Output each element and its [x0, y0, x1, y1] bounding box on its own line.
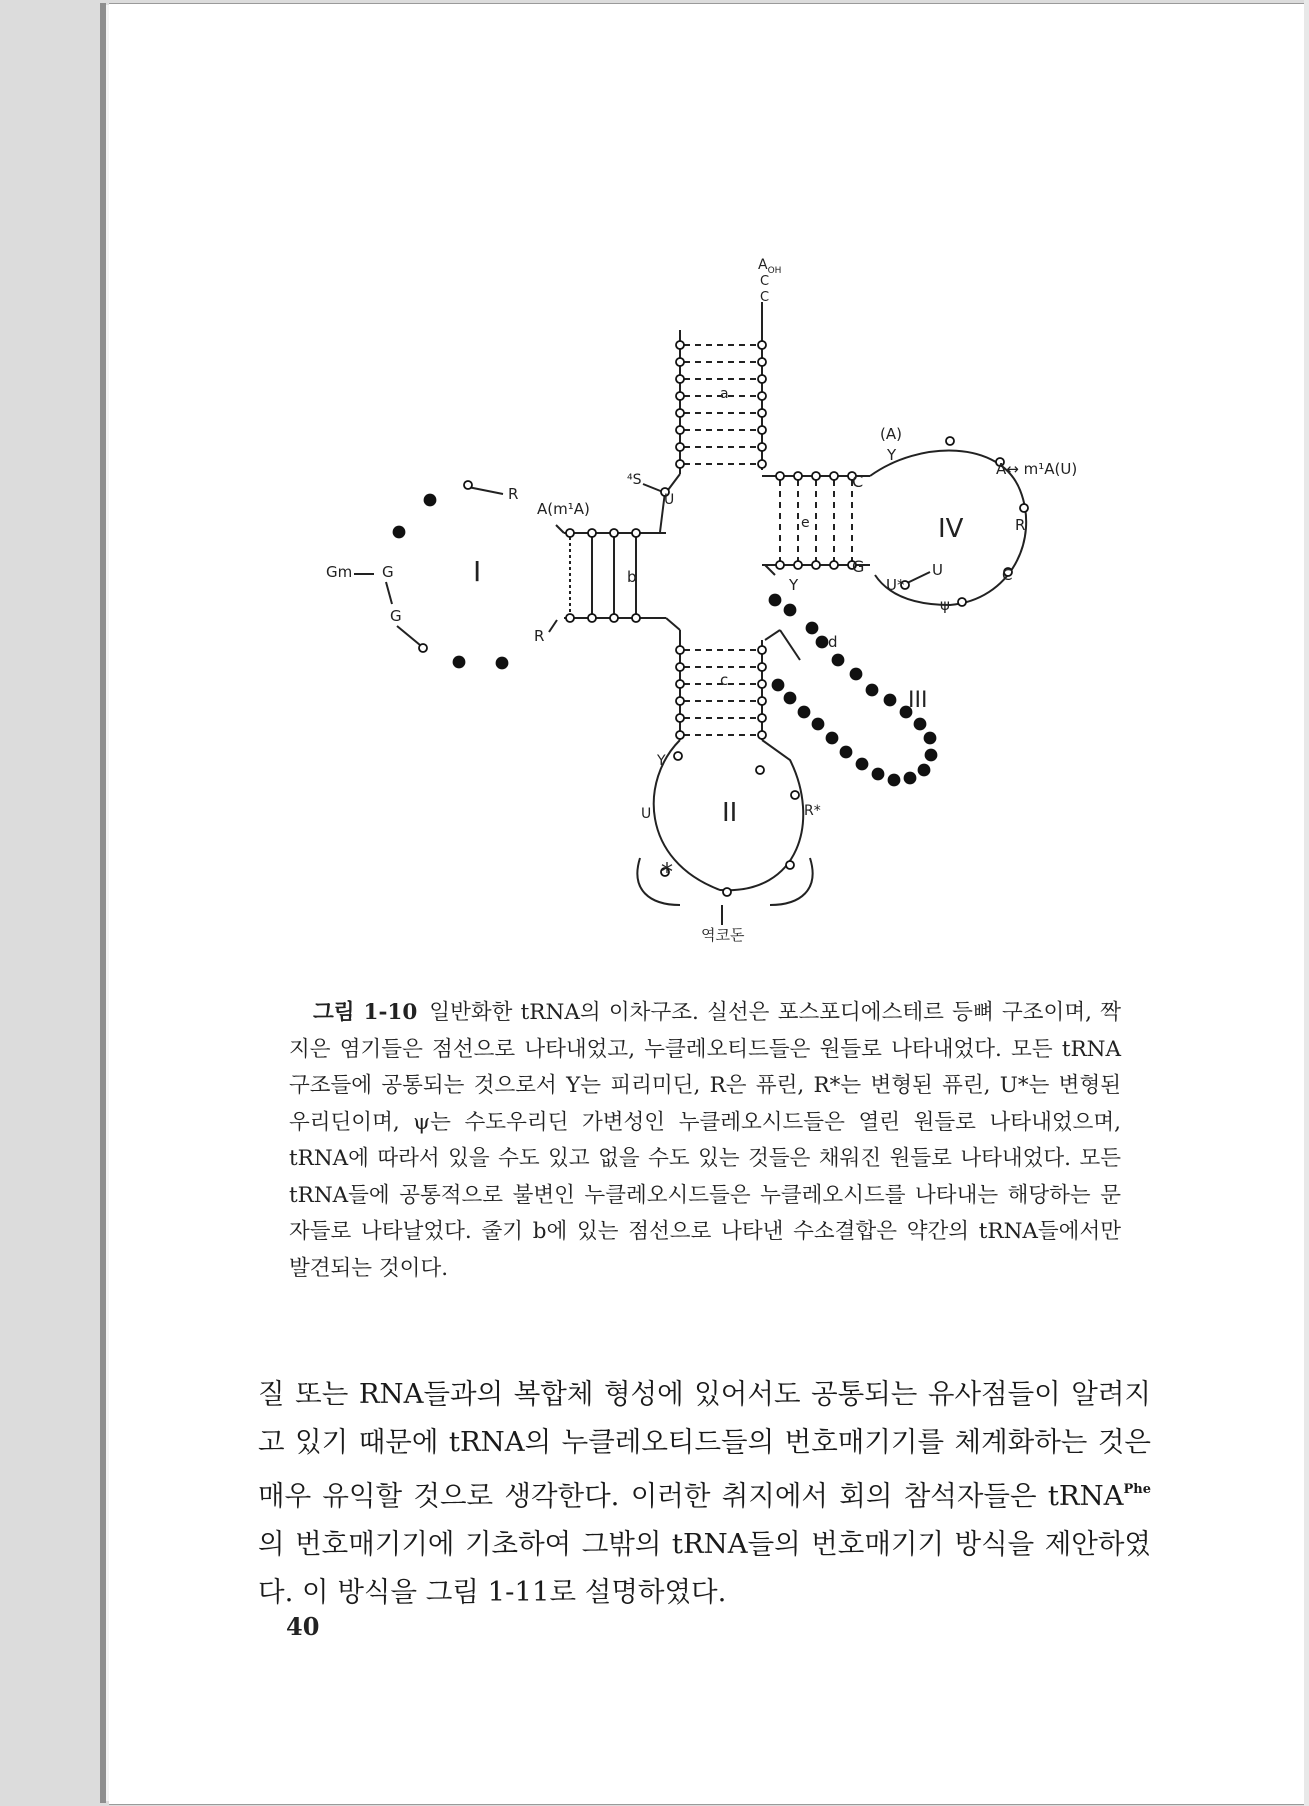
- nucleotide: [776, 561, 784, 569]
- label-anticodon: 역코돈: [701, 926, 745, 944]
- variable-nucleotide: [813, 719, 824, 730]
- variable-nucleotide: [785, 605, 796, 616]
- label-y-e: Y: [789, 576, 799, 594]
- variable-nucleotide: [497, 658, 508, 669]
- variable-nucleotide: [905, 773, 916, 784]
- variable-nucleotide: [885, 695, 896, 706]
- variable-nucleotide: [873, 769, 884, 780]
- nucleotide: [812, 472, 820, 480]
- stem-d-label: d: [828, 633, 838, 651]
- label-a-paren: (A): [880, 425, 902, 443]
- variable-nucleotide: [889, 775, 900, 786]
- variable-nucleotide: [827, 733, 838, 744]
- nucleotide: [676, 460, 684, 468]
- variable-nucleotide: [425, 495, 436, 506]
- variable-nucleotide: [807, 623, 818, 634]
- nucleotide: [758, 460, 766, 468]
- backbone-segment: [549, 620, 557, 632]
- body-text-part-1: 질 또는 RNA들과의 복합체 형성에 있어서도 공통되는 유사점들이 알려지고 있기 때문에 tRNA의 누클레오티드들의 번호매기기를 체계화하는 것은 매우 유익할 것으로 생각한다. 이러한 취지에서 회의 참석자들은 tRNA: [258, 1378, 1151, 1512]
- nucleotide: [812, 561, 820, 569]
- label-4s: ⁴S: [627, 472, 642, 488]
- backbone-segment: [397, 626, 420, 645]
- backbone-segment: [780, 630, 800, 660]
- nucleotide: [830, 561, 838, 569]
- page-number: 40: [286, 1612, 320, 1641]
- nucleotide: [758, 409, 766, 417]
- nucleotide: [419, 644, 427, 652]
- label-u-ii: U: [641, 806, 652, 822]
- backbone-segment: [386, 582, 392, 604]
- nucleotide: [758, 341, 766, 349]
- label-u-iv: U: [932, 561, 943, 579]
- backbone-arc: [637, 858, 680, 905]
- label-c1: C: [760, 274, 770, 289]
- nucleotide: [758, 426, 766, 434]
- nucleotide: [776, 472, 784, 480]
- nucleotide: [676, 375, 684, 383]
- nucleotide: [676, 443, 684, 451]
- diagram-nucleotides: [394, 341, 1029, 896]
- variable-nucleotide: [454, 657, 465, 668]
- nucleotide: [758, 375, 766, 383]
- backbone-segment: [765, 565, 775, 575]
- variable-nucleotide: [851, 669, 862, 680]
- variable-nucleotide: [919, 765, 930, 776]
- variable-nucleotide: [785, 693, 796, 704]
- caption-label: 그림 1-10: [313, 1000, 418, 1025]
- nucleotide: [1020, 504, 1028, 512]
- label-aoh: $A_{OH}$: [758, 257, 782, 276]
- nucleotide: [566, 614, 574, 622]
- variable-nucleotide: [394, 527, 405, 538]
- body-text-part-2: 의 번호매기기에 기초하여 그밖의 tRNA들의 번호매기기 방식을 제안하였다. 이 방식을 그림 1-11로 설명하였다.: [258, 1528, 1151, 1608]
- nucleotide: [794, 472, 802, 480]
- nucleotide: [676, 663, 684, 671]
- nucleotide: [632, 614, 640, 622]
- label-a-m1a: A(m¹A): [537, 500, 590, 518]
- nucleotide: [758, 697, 766, 705]
- nucleotide: [794, 561, 802, 569]
- variable-nucleotide: [867, 685, 878, 696]
- nucleotide: [946, 437, 954, 445]
- nucleotide: [758, 646, 766, 654]
- stem-a-label: a: [720, 386, 729, 402]
- label-r-2: R: [534, 627, 545, 645]
- nucleotide: [676, 358, 684, 366]
- nucleotide: [566, 529, 574, 537]
- nucleotide: [786, 861, 794, 869]
- nucleotide: [758, 714, 766, 722]
- nucleotide: [756, 766, 764, 774]
- label-r-1: R: [508, 485, 519, 503]
- label-psi: ψ: [940, 596, 950, 614]
- variable-nucleotide: [841, 747, 852, 758]
- backbone-segment: [556, 525, 564, 533]
- label-g-2: G: [390, 607, 402, 625]
- loop-ii-label: II: [722, 798, 738, 828]
- nucleotide: [610, 529, 618, 537]
- variable-nucleotide: [857, 759, 868, 770]
- nucleotide: [676, 646, 684, 654]
- stem-e-label: e: [801, 515, 810, 531]
- label-c-e: C: [852, 472, 864, 491]
- nucleotide: [958, 598, 966, 606]
- nucleotide: [674, 752, 682, 760]
- nucleotide: [676, 731, 684, 739]
- variable-nucleotide: [925, 733, 936, 744]
- nucleotide: [676, 697, 684, 705]
- nucleotide: [588, 529, 596, 537]
- nucleotide: [758, 392, 766, 400]
- variable-nucleotide: [770, 595, 781, 606]
- variable-nucleotide: [773, 680, 784, 691]
- backbone-segment: [666, 618, 680, 630]
- label-c2: C: [760, 290, 770, 305]
- label-gm: Gm: [326, 563, 353, 581]
- stem-b-label: b: [627, 568, 637, 586]
- body-paragraph: [258, 1370, 1151, 1616]
- nucleotide: [830, 472, 838, 480]
- label-star: *: [661, 858, 673, 886]
- label-c-iv: C: [1002, 566, 1013, 584]
- nucleotide: [758, 443, 766, 451]
- nucleotide: [676, 680, 684, 688]
- nucleotide: [610, 614, 618, 622]
- variable-nucleotide: [915, 719, 926, 730]
- loop-i-label: I: [473, 555, 482, 588]
- nucleotide: [758, 663, 766, 671]
- nucleotide: [632, 529, 640, 537]
- nucleotide: [758, 358, 766, 366]
- loop-iii-label: III: [908, 688, 928, 713]
- label-y-iv: Y: [887, 446, 897, 464]
- backbone-segment: [468, 487, 503, 494]
- nucleotide: [676, 341, 684, 349]
- nucleotide: [676, 409, 684, 417]
- nucleotide: [464, 481, 472, 489]
- body-superscript: Phe: [1123, 1482, 1151, 1497]
- label-y-ii: Y: [657, 753, 666, 769]
- backbone-segment: [765, 630, 780, 640]
- label-r-iv: R: [1015, 516, 1026, 534]
- nucleotide: [676, 392, 684, 400]
- label-u-top: U: [664, 492, 675, 508]
- stem-c-label: c: [720, 671, 729, 689]
- variable-nucleotide: [817, 637, 828, 648]
- nucleotide: [758, 731, 766, 739]
- label-g-1: G: [382, 563, 394, 581]
- backbone-segment: [668, 474, 680, 490]
- label-u-star: U*: [886, 576, 905, 594]
- label-r-star: R*: [804, 803, 821, 819]
- nucleotide: [758, 680, 766, 688]
- label-a-m1a-u: A↔ m¹A(U): [996, 460, 1078, 478]
- nucleotide: [676, 426, 684, 434]
- figure-caption: [289, 995, 1121, 1287]
- nucleotide: [676, 714, 684, 722]
- diagram-backbone-lines: [354, 302, 1026, 925]
- variable-nucleotide: [926, 750, 937, 761]
- nucleotide: [588, 614, 596, 622]
- backbone-segment: [643, 484, 663, 492]
- variable-nucleotide: [833, 655, 844, 666]
- variable-nucleotide: [799, 707, 810, 718]
- nucleotide: [723, 888, 731, 896]
- label-g-e: G: [852, 557, 865, 576]
- loop-iv-label: IV: [938, 514, 964, 544]
- nucleotide: [791, 791, 799, 799]
- caption-text: 일반화한 tRNA의 이차구조. 실선은 포스포디에스테르 등뼈 구조이며, 짝지은 염기들은 점선으로 나타내었고, 누클레오티드들은 원들로 나타내었다. 모든 tRNA 구조들에 공통되는 것으로서 Y는 피리미딘, R은 퓨린, R*는 변형된 퓨린, U*는 변형된 우리딘이며, ψ는 수도우리딘 가변성인 누클레오시드들은 열린 원들로 나타내었으며, tRNA에 따라서 있을 수도 있고 없을 수도 있는 것들은 채워진 원들로 나타내었다. 모든 tRNA들에 공통적으로 불변인 누클레오시드들은 누클레오시드를 나타내는 해당하는 문자들로 나타날었다. 줄기 b에 있는 점선으로 나타낸 수소결합은 약간의 tRNA들에서만 발견되는 것이다.: [289, 1000, 1121, 1281]
